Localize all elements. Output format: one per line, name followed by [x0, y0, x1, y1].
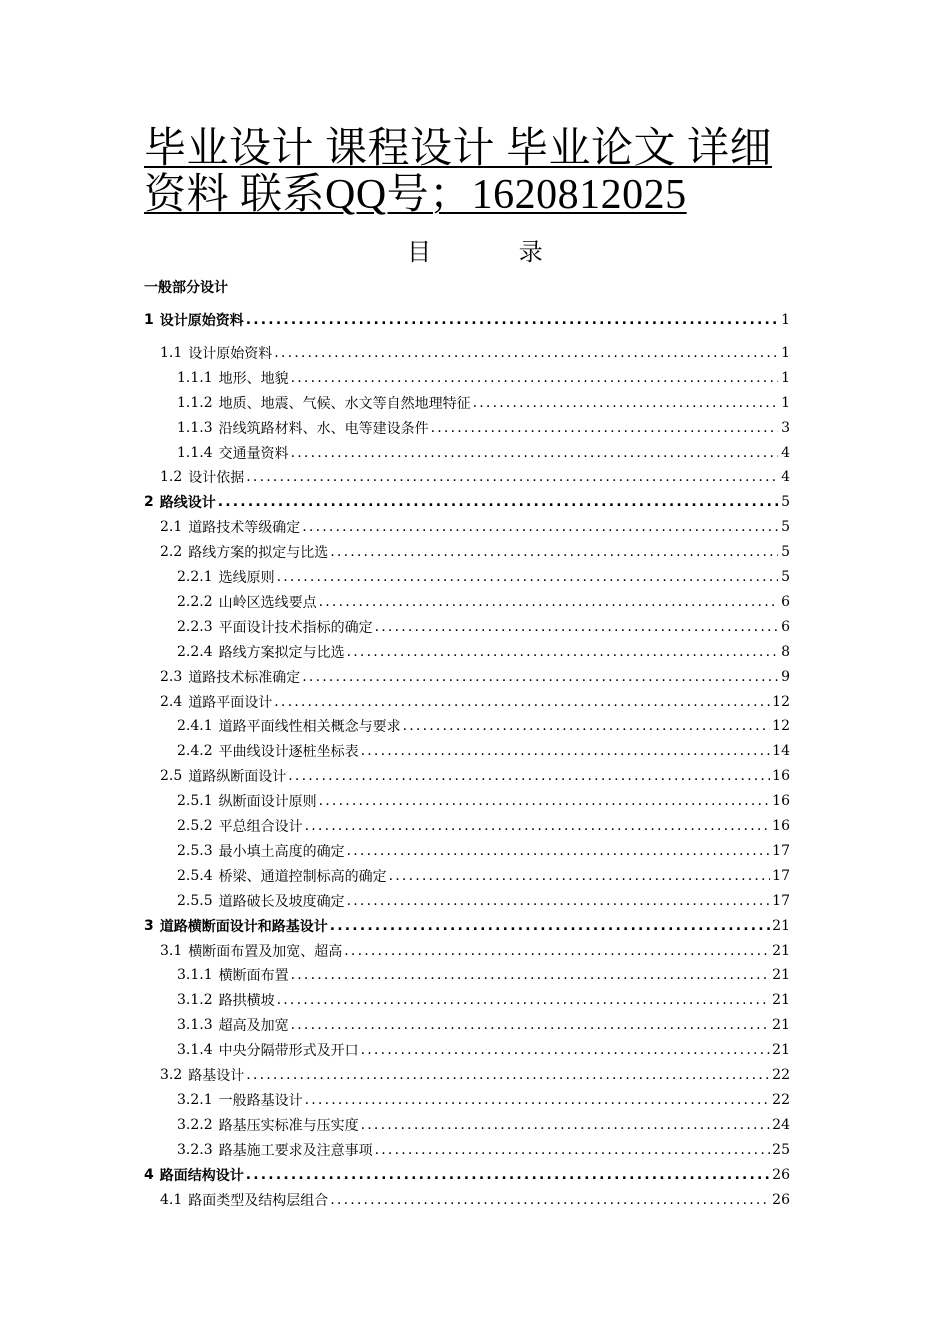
toc-entry[interactable] [144, 1013, 790, 1037]
toc-entry-title: 道路破长及坡度确定 [218, 894, 345, 910]
toc-entry-page: 17 [772, 843, 790, 859]
toc-entry-title: 平总组合设计 [218, 819, 303, 835]
toc-entry-title: 最小填土高度的确定 [218, 844, 345, 860]
toc-entry-page: 1 [781, 312, 790, 328]
toc-entry[interactable] [144, 1038, 790, 1062]
banner-line-1: 毕业设计 课程设计 毕业论文 详细 [144, 126, 773, 172]
toc-entry-page: 16 [772, 818, 790, 834]
toc-dot-leader [305, 818, 771, 834]
toc-entry[interactable] [144, 739, 790, 763]
toc-entry-title: 地质、地震、气候、水文等自然地理特征 [218, 396, 471, 412]
toc-entry-number: 2.2 [160, 544, 183, 560]
toc-entry-number: 1 [144, 312, 154, 328]
toc-dot-leader [288, 768, 770, 784]
toc-entry[interactable] [144, 914, 790, 938]
toc-entry-page: 17 [772, 868, 790, 884]
toc-entry-title: 桥梁、通道控制标高的确定 [218, 869, 387, 885]
toc-entry-page: 21 [772, 1017, 790, 1033]
toc-entry[interactable] [144, 814, 790, 838]
banner-line-2: 资料 联系QQ号；1620812025 [144, 172, 687, 218]
toc-dot-leader [218, 494, 778, 510]
toc-entry-page: 21 [772, 918, 790, 934]
toc-dot-leader [330, 1192, 770, 1208]
toc-entry[interactable] [144, 540, 790, 564]
toc-dot-leader [347, 644, 778, 660]
toc-dot-leader [302, 669, 778, 685]
toc-title: 目 录 [407, 238, 583, 266]
toc-entry-title: 路拱横坡 [218, 993, 275, 1009]
toc-entry-page: 8 [781, 644, 790, 660]
toc-entry[interactable] [144, 889, 790, 913]
toc-dot-leader [246, 1067, 770, 1083]
toc-entry[interactable] [144, 441, 790, 465]
toc-entry-title: 平曲线设计逐桩坐标表 [218, 744, 359, 760]
toc-entry-page: 1 [781, 395, 790, 411]
toc-entry-page: 12 [772, 694, 790, 710]
contact-banner [144, 126, 824, 218]
toc-dot-leader [274, 345, 778, 361]
toc-entry[interactable] [144, 1113, 790, 1137]
toc-entry-number: 3.1 [160, 943, 183, 959]
toc-entry-title: 选线原则 [218, 570, 275, 586]
toc-entry-number: 3.1.2 [177, 992, 213, 1008]
toc-dot-leader [319, 594, 778, 610]
toc-entry-number: 2.4.1 [177, 718, 213, 734]
toc-entry-page: 14 [772, 743, 790, 759]
toc-entry-number: 2.5.5 [177, 893, 213, 909]
toc-entry-title: 路线方案的拟定与比选 [188, 545, 329, 561]
toc-entry[interactable] [144, 665, 790, 689]
toc-dot-leader [347, 843, 771, 859]
toc-entry-title: 横断面布置 [218, 968, 289, 984]
toc-entry-title: 道路纵断面设计 [188, 769, 287, 785]
toc-entry-title: 沿线筑路材料、水、电等建设条件 [218, 421, 429, 437]
toc-entry-page: 26 [772, 1192, 790, 1208]
toc-entry-number: 3 [144, 918, 154, 934]
toc-entry-title: 路基设计 [188, 1068, 245, 1084]
toc-entry-title: 交通量资料 [218, 446, 289, 462]
toc-dot-leader [403, 718, 771, 734]
toc-entry-number: 2.5 [160, 768, 183, 784]
toc-dot-leader [291, 370, 778, 386]
toc-dot-leader [344, 943, 770, 959]
toc-entry[interactable] [144, 615, 790, 639]
toc-entry-number: 2 [144, 494, 154, 510]
toc-dot-leader [305, 1092, 771, 1108]
toc-entry-title: 中央分隔带形式及开口 [218, 1043, 359, 1059]
toc-dot-leader [347, 893, 771, 909]
toc-entry-page: 6 [781, 619, 790, 635]
toc-entry-title: 道路平面设计 [188, 695, 273, 711]
toc-entry-number: 3.1.4 [177, 1042, 213, 1058]
toc-entry[interactable] [144, 1163, 790, 1187]
toc-dot-leader [375, 619, 778, 635]
toc-entry-title: 设计原始资料 [188, 346, 273, 362]
toc-entry[interactable] [144, 690, 790, 714]
toc-entry-title: 地形、地貌 [218, 371, 289, 387]
toc-entry[interactable] [144, 963, 790, 987]
toc-entry-title: 平面设计技术指标的确定 [218, 620, 373, 636]
toc-entry-page: 21 [772, 1042, 790, 1058]
toc-entry-number: 4.1 [160, 1192, 183, 1208]
toc-entry-number: 2.2.1 [177, 569, 213, 585]
toc-entry-page: 5 [781, 569, 790, 585]
toc-entry[interactable] [144, 308, 790, 332]
toc-entry-number: 2.5.3 [177, 843, 213, 859]
toc-entry-page: 21 [772, 967, 790, 983]
toc-entry-number: 3.1.3 [177, 1017, 213, 1033]
toc-dot-leader [246, 1167, 770, 1183]
toc-entry-title: 路线设计 [159, 495, 216, 511]
toc-entry-title: 设计依据 [188, 470, 245, 486]
toc-dot-leader [274, 694, 770, 710]
toc-entry-title: 路面结构设计 [159, 1168, 244, 1184]
toc-entry-title: 道路平面线性相关概念与要求 [218, 719, 401, 735]
toc-entry-title: 纵断面设计原则 [218, 794, 317, 810]
toc-entry-number: 2.1 [160, 519, 183, 535]
toc-entry-number: 2.2.4 [177, 644, 213, 660]
toc-entry-title: 路基压实标准与压实度 [218, 1118, 359, 1134]
toc-dot-leader [302, 519, 778, 535]
toc-dot-leader [389, 868, 771, 884]
toc-entry[interactable] [144, 565, 790, 589]
toc-entry[interactable] [144, 416, 790, 440]
toc-entry-page: 17 [772, 893, 790, 909]
toc-entry-number: 2.4.2 [177, 743, 213, 759]
toc-entry-page: 4 [781, 469, 790, 485]
toc-entry[interactable] [144, 988, 790, 1012]
toc-dot-leader [473, 395, 778, 411]
toc-entry[interactable] [144, 590, 790, 614]
toc-entry-page: 16 [772, 793, 790, 809]
toc-dot-leader [291, 967, 771, 983]
toc-entry-page: 26 [772, 1167, 790, 1183]
toc-entry[interactable] [144, 839, 790, 863]
toc-entry[interactable] [144, 366, 790, 390]
toc-entry[interactable] [144, 1188, 790, 1212]
toc-dot-leader [246, 469, 778, 485]
toc-entry-title: 路基施工要求及注意事项 [218, 1143, 373, 1159]
toc-entry-title: 山岭区选线要点 [218, 595, 317, 611]
toc-entry-page: 4 [781, 445, 790, 461]
toc-entry[interactable] [144, 864, 790, 888]
toc-entry[interactable] [144, 1088, 790, 1112]
toc-dot-leader [246, 312, 778, 328]
toc-entry[interactable] [144, 1063, 790, 1087]
toc-entry-number: 3.2.3 [177, 1142, 213, 1158]
toc-entry[interactable] [144, 789, 790, 813]
toc-entry-number: 3.1.1 [177, 967, 213, 983]
toc-entry-number: 1.1.1 [177, 370, 213, 386]
toc-dot-leader [361, 1117, 771, 1133]
toc-dot-leader [431, 420, 778, 436]
toc-entry-number: 1.1.2 [177, 395, 213, 411]
toc-entry-page: 5 [781, 519, 790, 535]
toc-entry-number: 1.1.4 [177, 445, 213, 461]
toc-entry[interactable] [144, 939, 790, 963]
toc-entry-title: 路面类型及结构层组合 [188, 1193, 329, 1209]
toc-entry-number: 2.5.1 [177, 793, 213, 809]
toc-entry-title: 一般路基设计 [218, 1093, 303, 1109]
toc-entry-page: 3 [781, 420, 790, 436]
toc-entry[interactable] [144, 714, 790, 738]
toc-dot-leader [361, 1042, 771, 1058]
toc-entry-number: 3.2.1 [177, 1092, 213, 1108]
toc-dot-leader [361, 743, 771, 759]
toc-entry-page: 16 [772, 768, 790, 784]
toc-dot-leader [319, 793, 771, 809]
toc-entry[interactable] [144, 490, 790, 514]
toc-entry-page: 21 [772, 943, 790, 959]
toc-entry-title: 道路技术标准确定 [188, 670, 301, 686]
toc-entry-number: 2.2.3 [177, 619, 213, 635]
toc-entry-page: 1 [781, 370, 790, 386]
toc-entry-page: 1 [781, 345, 790, 361]
toc-entry[interactable] [144, 640, 790, 664]
toc-entry-page: 22 [772, 1067, 790, 1083]
toc-dot-leader [330, 918, 770, 934]
toc-entry-page: 24 [772, 1117, 790, 1133]
toc-entry-page: 5 [781, 544, 790, 560]
toc-entry-number: 2.4 [160, 694, 183, 710]
toc-entry-page: 25 [772, 1142, 790, 1158]
toc-entry-title: 超高及加宽 [218, 1018, 289, 1034]
toc-dot-leader [291, 1017, 771, 1033]
toc-entry-title: 道路技术等级确定 [188, 520, 301, 536]
toc-dot-leader [375, 1142, 771, 1158]
toc-entry-number: 2.5.4 [177, 868, 213, 884]
toc-entry-page: 5 [781, 494, 790, 510]
toc-entry-page: 6 [781, 594, 790, 610]
toc-entry-number: 3.2.2 [177, 1117, 213, 1133]
toc-entry-title: 路线方案拟定与比选 [218, 645, 345, 661]
toc-entry-number: 1.1.3 [177, 420, 213, 436]
toc-entry[interactable] [144, 465, 790, 489]
toc-entry[interactable] [144, 1138, 790, 1162]
toc-entry[interactable] [144, 391, 790, 415]
toc-entry-number: 3.2 [160, 1067, 183, 1083]
toc-entry-number: 2.3 [160, 669, 183, 685]
toc-dot-leader [330, 544, 778, 560]
toc-dot-leader [291, 445, 778, 461]
toc-entry-number: 4 [144, 1167, 154, 1183]
toc-entry-page: 22 [772, 1092, 790, 1108]
toc-entry-page: 12 [772, 718, 790, 734]
toc-entry-number: 1.1 [160, 345, 183, 361]
toc-entry-number: 1.2 [160, 469, 183, 485]
toc-entry[interactable] [144, 764, 790, 788]
toc-entry[interactable] [144, 341, 790, 365]
toc-entry[interactable] [144, 515, 790, 539]
toc-dot-leader [277, 569, 778, 585]
toc-entry-title: 设计原始资料 [159, 313, 244, 329]
toc-entry-number: 2.2.2 [177, 594, 213, 610]
toc-dot-leader [277, 992, 771, 1008]
toc-entry-page: 9 [781, 669, 790, 685]
toc-entry-title: 横断面布置及加宽、超高 [188, 944, 343, 960]
toc-entry-title: 道路横断面设计和路基设计 [159, 919, 328, 935]
toc-entry-page: 21 [772, 992, 790, 1008]
section-label: 一般部分设计 [144, 280, 228, 296]
toc-entry-number: 2.5.2 [177, 818, 213, 834]
